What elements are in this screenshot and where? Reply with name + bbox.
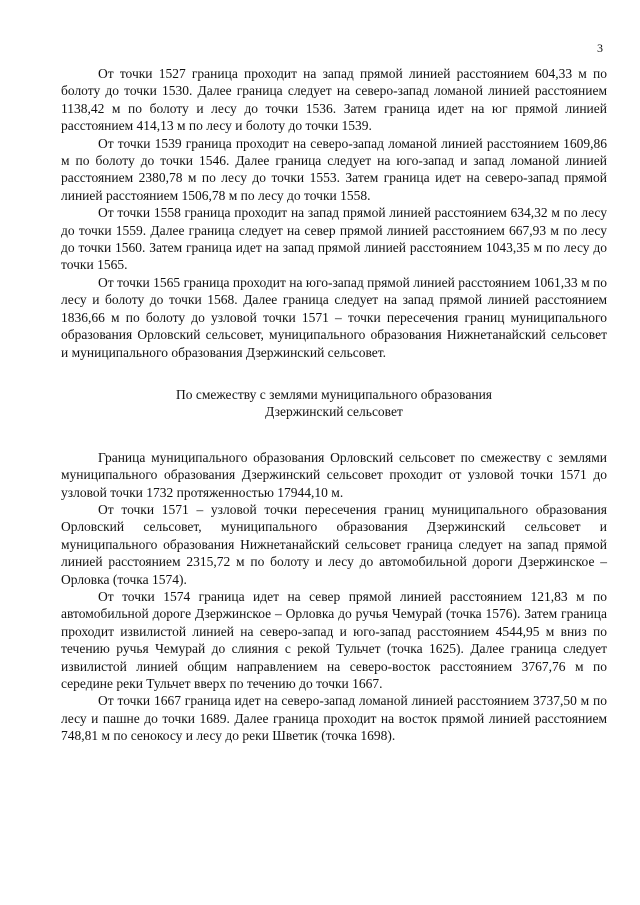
paragraph: Граница муниципального образования Орловский сельсовет по смежеству с землями муниципального образования Дзержинский сельсовет проходит от узловой точки 1571 до узловой точки 1732 протяженностью 17944,10 м. bbox=[61, 449, 607, 500]
paragraph: От точки 1539 граница проходит на северо-запад ломаной линией расстоянием 1609,86 м по болоту до точки 1546. Далее граница следует на юго-запад и запад ломаной линией расстоянием 2380,78 м по лесу до точки 1553. Затем граница идет на северо-запад прямой линией расстоянием 1506,78 м по лесу до точки 1558. bbox=[61, 135, 607, 203]
section-heading bbox=[61, 386, 607, 421]
section-heading-line-1: По смежеству с землями муниципального образования bbox=[175, 386, 493, 402]
paragraph: От точки 1527 граница проходит на запад прямой линией расстоянием 604,33 м по болоту до точки 1530. Далее граница следует на северо-запад ломаной линией расстоянием 1138,42 м по болоту и лесу до точки 1536. Затем граница идет на юг прямой линией расстоянием 414,13 м по лесу и болоту до точки 1539. bbox=[61, 66, 607, 134]
paragraph: От точки 1565 граница проходит на юго-запад прямой линией расстоянием 1061,33 м по лесу и болоту до точки 1568. Далее граница следует на запад прямой линией расстоянием 1836,66 м по болоту до узловой точки 1571 – точки пересечения границ муниципального образования Орловский сельсовет, муниципального образования Нижнетанайский сельсовет и муниципального образования Дзержинский сельсовет. bbox=[61, 274, 607, 360]
page-number: 3 bbox=[597, 41, 603, 55]
paragraph: От точки 1558 граница проходит на запад прямой линией расстоянием 634,32 м по лесу до точки 1559. Далее граница следует на север прямой линией расстоянием 667,93 м по лесу до точки 1560. Затем граница идет на запад прямой линией расстоянием 1043,35 м по лесу до точки 1565. bbox=[61, 205, 607, 273]
paragraph: От точки 1571 – узловой точки пересечения границ муниципального образования Орловский сельсовет, муниципального образования Дзержинский сельсовет и муниципального образования Нижнетанайский сельсовет граница следует на запад прямой линией расстоянием 2315,72 м по болоту и лесу до автомобильной дороги Дзержинское – Орловка (точка 1574). bbox=[61, 501, 607, 587]
paragraph: От точки 1667 граница идет на северо-запад ломаной линией расстоянием 3737,50 м по лесу и пашне до точки 1689. Далее граница проходит на восток прямой линией расстоянием 748,81 м по сенокосу и лесу до реки Шветик (точка 1698). bbox=[61, 693, 607, 744]
section-heading-line-2: Дзержинский сельсовет bbox=[265, 404, 403, 420]
paragraph: От точки 1574 граница идет на север прямой линией расстоянием 121,83 м по автомобильной дороге Дзержинское – Орловка до ручья Чемурай (точка 1576). Затем граница проходит извилистой линией на северо-запад и юго-запад расстоянием 4544,95 м вниз по течению ручья Чемурай до слияния с рекой Тульчет (точка 1625). Далее граница следует извилистой линией общим направлением на северо-восток расстоянием 3767,76 м по середине реки Тульчет вверх по течению до точки 1667. bbox=[61, 588, 607, 691]
document-body bbox=[61, 65, 607, 745]
